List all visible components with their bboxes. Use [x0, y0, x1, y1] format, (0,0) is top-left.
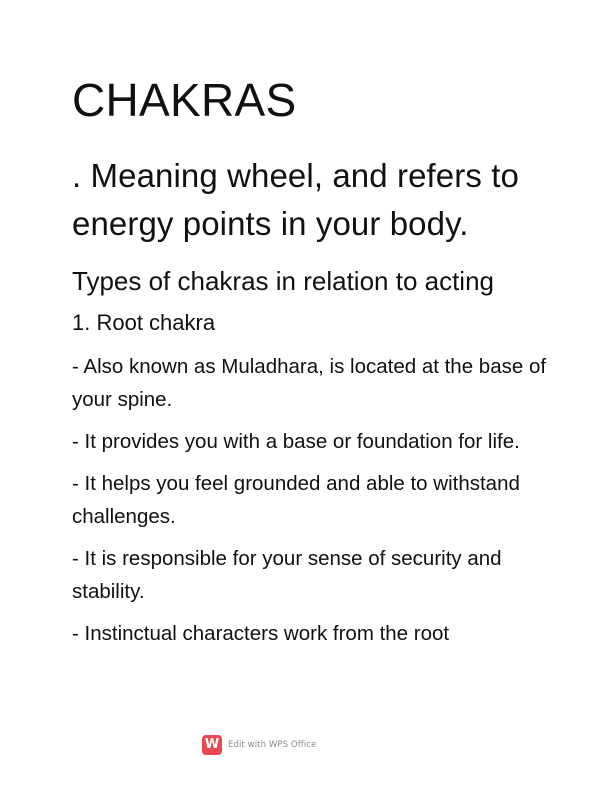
wps-office-logo-icon: W: [202, 735, 222, 755]
types-heading: Types of chakras in relation to acting: [72, 266, 495, 296]
root-chakra-heading: 1. Root chakra: [72, 310, 216, 335]
document-body: [72, 74, 552, 659]
bullet-point: - Also known as Muladhara, is located at the base of your spine.: [72, 355, 547, 411]
wps-watermark-text: Edit with WPS Office: [228, 740, 317, 750]
bullet-point: - It helps you feel grounded and able to withstand challenges.: [72, 472, 520, 528]
intro-paragraph: . Meaning wheel, and refers to energy points in your body.: [72, 157, 519, 242]
bullet-point: - Instinctual characters work from the root: [72, 622, 450, 645]
bullet-point: - It is responsible for your sense of security and stability.: [72, 547, 502, 603]
bullet-point: - It provides you with a base or foundation for life.: [72, 430, 520, 453]
wps-watermark[interactable]: [202, 735, 316, 755]
document-title: CHAKRAS: [72, 74, 297, 126]
